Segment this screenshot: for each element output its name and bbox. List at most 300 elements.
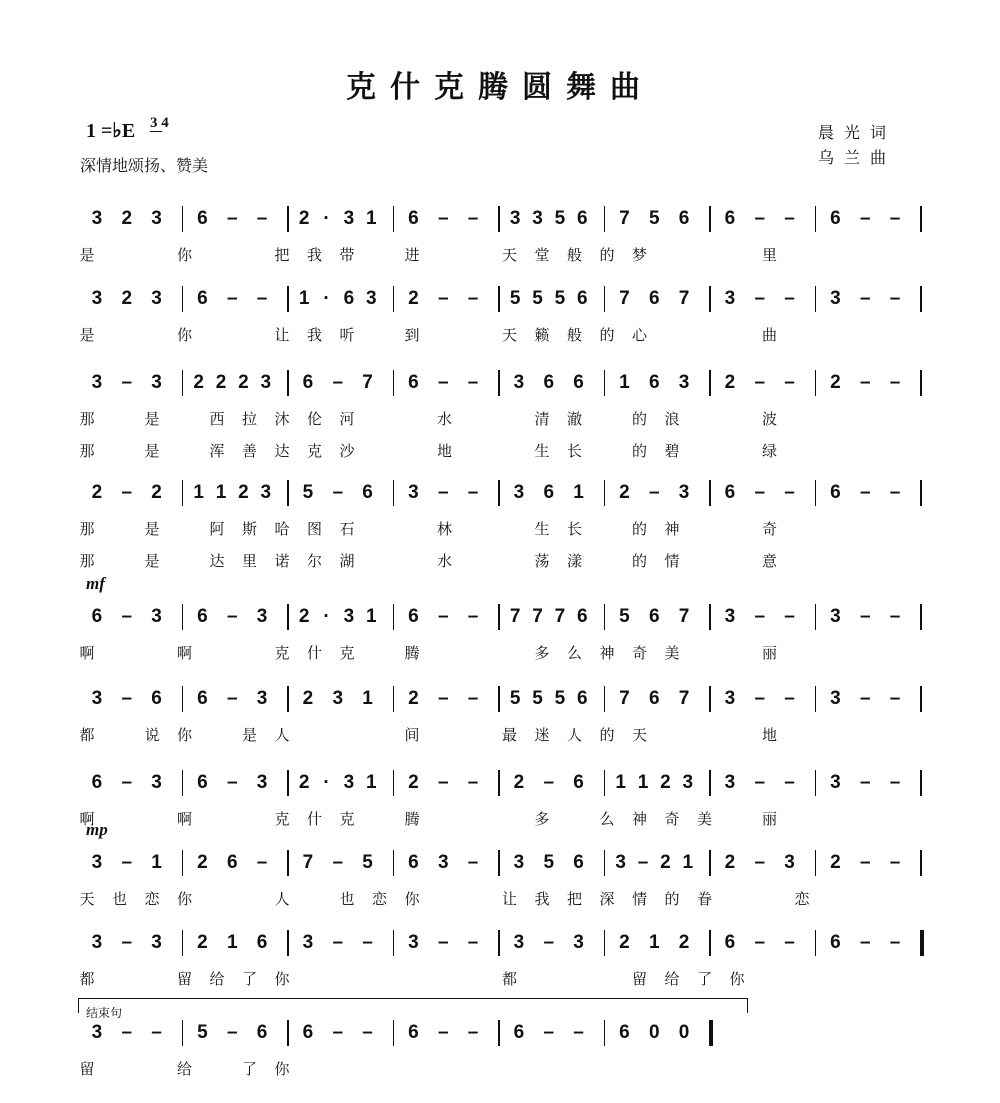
score-note: 1 — [366, 772, 377, 793]
barline — [604, 770, 606, 796]
score-note: 6 — [573, 372, 584, 393]
tempo-marking: 深情地颂扬、赞美 — [80, 156, 209, 175]
barline — [287, 1020, 289, 1046]
score-note: 1 — [193, 482, 204, 503]
score-note: – — [543, 772, 555, 793]
lyric-syllable: 你 — [176, 246, 192, 264]
lyric-syllable: 恋 — [144, 890, 160, 908]
score-note: 3 — [256, 606, 268, 627]
score-note: 2 — [408, 772, 419, 793]
score-note: 1 — [298, 288, 310, 309]
dynamic-marking: mp — [86, 820, 108, 839]
barline — [287, 206, 289, 232]
score-note: 6 — [197, 606, 208, 627]
score-note: – — [859, 288, 871, 309]
lyric-syllable: 里 — [241, 552, 257, 570]
score-note: – — [256, 288, 268, 309]
barline — [287, 930, 289, 956]
score-note: 3 — [830, 772, 841, 793]
barline — [182, 770, 184, 796]
barline — [604, 930, 606, 956]
lyric-syllable: 天 — [501, 326, 517, 344]
score-note: 2 — [298, 772, 310, 793]
score-note: 3 — [91, 372, 103, 393]
lyric-syllable: 奇 — [631, 644, 647, 662]
lyric-syllable: 我 — [534, 890, 550, 908]
lyric-syllable: 多 — [534, 644, 550, 662]
score-note: · — [323, 772, 330, 793]
lyric-syllable: 天 — [631, 726, 647, 744]
lyric-syllable: 拉 — [241, 410, 257, 428]
barline — [604, 286, 606, 312]
lyric-syllable: 阿 — [209, 520, 225, 538]
lyric-syllable: 的 — [631, 552, 647, 570]
score-note: 2 — [197, 852, 208, 873]
barline — [393, 930, 395, 956]
lyric-syllable: 进 — [404, 246, 420, 264]
score-note: 6 — [830, 482, 841, 503]
score-note: 3 — [332, 688, 344, 709]
score-note: – — [859, 688, 871, 709]
score-note: 6 — [619, 1022, 630, 1043]
meter-bottom: 4 — [161, 115, 169, 131]
score-note: 1 — [619, 372, 630, 393]
score-note: 2 — [151, 482, 162, 503]
lyric-syllable: 啊 — [176, 810, 192, 828]
barline — [815, 286, 817, 312]
lyric-syllable: 奇 — [664, 810, 680, 828]
score-note: 3 — [256, 772, 268, 793]
score-note: – — [121, 688, 133, 709]
score-note: 1 — [366, 606, 377, 627]
score-note: 5 — [543, 852, 555, 873]
score-note: 3 — [343, 208, 355, 229]
score-note: 2 — [298, 606, 310, 627]
score-note: – — [151, 1022, 162, 1043]
score-note: 6 — [91, 606, 103, 627]
barline — [287, 480, 289, 506]
lyric-syllable: 神 — [631, 810, 647, 828]
lyric-syllable: 也 — [339, 890, 355, 908]
barline — [815, 930, 817, 956]
score-note: – — [467, 688, 479, 709]
lyric-syllable: 给 — [176, 1060, 192, 1078]
barline — [920, 850, 922, 876]
score-note: 3 — [151, 372, 162, 393]
lyric-syllable: 沐 — [274, 410, 290, 428]
score-note: 3 — [573, 932, 584, 953]
barline — [604, 1020, 606, 1046]
lyric-syllable: 是 — [144, 520, 160, 538]
lyric-syllable: 都 — [79, 970, 95, 988]
score-note: – — [784, 482, 795, 503]
score-note: 3 — [91, 288, 103, 309]
score-note: 3 — [91, 1022, 103, 1043]
lyric-syllable: 让 — [274, 326, 290, 344]
score-note: 6 — [573, 772, 584, 793]
lyric-syllable: 腾 — [404, 644, 420, 662]
score-note: 3 — [678, 372, 690, 393]
score-note: 6 — [577, 208, 588, 229]
score-note: 3 — [91, 852, 103, 873]
barline — [920, 286, 922, 312]
lyric-syllable: 说 — [144, 726, 160, 744]
score-note: 2 — [660, 772, 671, 793]
barline — [498, 686, 500, 712]
score-note: 3 — [408, 932, 419, 953]
lyric-syllable: 水 — [436, 410, 452, 428]
score-note: 2 — [121, 208, 133, 229]
barline — [604, 686, 606, 712]
score-note: 7 — [619, 288, 630, 309]
score-note: 7 — [302, 852, 314, 873]
score-note: 5 — [554, 288, 566, 309]
lyric-syllable: 给 — [664, 970, 680, 988]
lyric-syllable: 湖 — [339, 552, 355, 570]
lyric-syllable: 善 — [241, 442, 257, 460]
score-note: 5 — [619, 606, 630, 627]
score-note: – — [226, 288, 238, 309]
score-note: – — [784, 208, 795, 229]
score-note: 3 — [260, 482, 272, 503]
lyric-syllable: 河 — [339, 410, 355, 428]
lyric-syllable: 你 — [729, 970, 745, 988]
score-note: – — [121, 606, 133, 627]
score-note: 6 — [577, 288, 588, 309]
score-note: – — [226, 1022, 238, 1043]
lyric-syllable: 美 — [664, 644, 680, 662]
score-note: 7 — [678, 688, 690, 709]
score-note: – — [467, 772, 479, 793]
barline — [393, 850, 395, 876]
barline — [287, 370, 289, 396]
lyric-syllable: 了 — [696, 970, 712, 988]
score-note: 3 — [408, 482, 419, 503]
score-note: – — [362, 1022, 373, 1043]
lyric-syllable: 留 — [79, 1060, 95, 1078]
lyric-syllable: 把 — [274, 246, 290, 264]
barline — [709, 850, 711, 876]
score-note: 6 — [830, 208, 841, 229]
score-note: – — [226, 772, 238, 793]
score-note: – — [121, 372, 133, 393]
lyric-syllable: 诺 — [274, 552, 290, 570]
score-note: – — [889, 372, 901, 393]
lyric-syllable: 你 — [176, 890, 192, 908]
score-note: 6 — [256, 1022, 268, 1043]
lyric-syllable: 绿 — [761, 442, 777, 460]
score-note: 6 — [408, 372, 419, 393]
lyric-syllable: 籁 — [534, 326, 550, 344]
lyric-syllable: 碧 — [664, 442, 680, 460]
barline — [393, 286, 395, 312]
lyric-syllable: 我 — [306, 326, 322, 344]
score-note: – — [121, 772, 133, 793]
score-note: 6 — [724, 208, 736, 229]
score-note: – — [437, 372, 449, 393]
score-note: – — [226, 208, 238, 229]
barline — [815, 850, 817, 876]
score-note: 2 — [238, 372, 249, 393]
lyric-syllable: 眷 — [696, 890, 712, 908]
score-note: 6 — [724, 932, 736, 953]
score-note: – — [859, 852, 871, 873]
score-note: 6 — [577, 688, 588, 709]
score-note: – — [754, 852, 766, 873]
lyric-syllable: 的 — [599, 726, 615, 744]
score-note: 7 — [678, 288, 690, 309]
score-note: 5 — [554, 208, 566, 229]
lyric-syllable: 也 — [111, 890, 127, 908]
score-note: 6 — [724, 482, 736, 503]
score-note: 3 — [615, 852, 626, 873]
lyric-syllable: 你 — [176, 326, 192, 344]
score-note: 3 — [513, 852, 525, 873]
lyric-syllable: 荡 — [534, 552, 550, 570]
score-note: 6 — [648, 688, 660, 709]
score-note: – — [859, 208, 871, 229]
score-note: 2 — [678, 932, 690, 953]
score-note: 6 — [513, 1022, 525, 1043]
score-note: 6 — [543, 482, 555, 503]
score-note: 3 — [532, 208, 543, 229]
composer-credit: 乌兰曲 — [818, 148, 897, 167]
score-note: – — [859, 932, 871, 953]
score-note: – — [437, 688, 449, 709]
barline — [709, 286, 711, 312]
lyric-syllable: 都 — [79, 726, 95, 744]
barline — [604, 206, 606, 232]
lyric-syllable: 伦 — [306, 410, 322, 428]
barline — [709, 770, 711, 796]
lyric-syllable: 曲 — [761, 326, 777, 344]
score-note: 3 — [513, 482, 525, 503]
score-note: 3 — [724, 772, 736, 793]
score-note: 1 — [362, 688, 373, 709]
lyric-syllable: 清 — [534, 410, 550, 428]
score-note: 1 — [366, 208, 377, 229]
score-note: 6 — [408, 852, 419, 873]
score-note: 1 — [637, 772, 649, 793]
lyric-syllable: 澈 — [566, 410, 582, 428]
barline — [709, 480, 711, 506]
score-note: 5 — [648, 208, 660, 229]
score-note: 3 — [682, 772, 694, 793]
score-note: 3 — [151, 288, 162, 309]
score-note: – — [437, 288, 449, 309]
barline — [815, 206, 817, 232]
barline — [182, 206, 184, 232]
lyricist-credit: 晨光词 — [818, 123, 897, 142]
score-note: 5 — [362, 852, 373, 873]
barline — [709, 206, 711, 232]
lyric-syllable: 堂 — [534, 246, 550, 264]
score-note: 3 — [151, 208, 162, 229]
score-note: 2 — [215, 372, 227, 393]
score-note: – — [437, 772, 449, 793]
lyric-syllable: 的 — [599, 326, 615, 344]
lyric-syllable: 丽 — [761, 810, 777, 828]
score-note: 6 — [197, 772, 208, 793]
score-note: 6 — [408, 208, 419, 229]
score-note: – — [889, 772, 901, 793]
score-note: 5 — [197, 1022, 208, 1043]
score-note: – — [467, 606, 479, 627]
score-note: 2 — [724, 852, 736, 873]
lyric-syllable: 生 — [534, 442, 550, 460]
score-note: 6 — [408, 606, 419, 627]
score-note: 2 — [513, 772, 525, 793]
score-note: – — [889, 288, 901, 309]
barline — [287, 850, 289, 876]
score-note: 5 — [509, 688, 521, 709]
score-note: 3 — [513, 932, 525, 953]
lyric-syllable: 迷 — [534, 726, 550, 744]
score-note: – — [121, 482, 133, 503]
score-note: – — [859, 482, 871, 503]
lyric-syllable: 你 — [274, 970, 290, 988]
lyric-syllable: 是 — [144, 552, 160, 570]
score-note: – — [754, 482, 766, 503]
score-note: 3 — [151, 932, 162, 953]
lyric-syllable: 你 — [274, 1060, 290, 1078]
lyric-syllable: 尔 — [306, 552, 322, 570]
score-note: · — [323, 288, 330, 309]
barline — [182, 850, 184, 876]
score-note: 2 — [408, 288, 419, 309]
lyric-syllable: 克 — [306, 442, 322, 460]
barline — [498, 206, 500, 232]
lyric-syllable: 里 — [761, 246, 777, 264]
lyric-syllable: 多 — [534, 810, 550, 828]
lyric-syllable: 啊 — [79, 810, 95, 828]
score-note: 6 — [256, 932, 268, 953]
barline — [182, 1020, 184, 1046]
ending-label: 结束句 — [86, 1006, 123, 1020]
lyric-syllable: 浑 — [209, 442, 225, 460]
score-note: – — [226, 688, 238, 709]
score-note: – — [754, 372, 766, 393]
score-note: 6 — [302, 1022, 314, 1043]
score-note: – — [637, 852, 649, 873]
score-note: 3 — [437, 852, 449, 873]
score-note: – — [332, 932, 344, 953]
score-note: – — [543, 1022, 555, 1043]
score-note: 5 — [532, 688, 543, 709]
score-note: 2 — [660, 852, 671, 873]
barline — [920, 370, 922, 396]
score-note: 6 — [830, 932, 841, 953]
barline — [709, 686, 711, 712]
lyric-syllable: 什 — [306, 810, 322, 828]
score-note: – — [784, 688, 795, 709]
score-note: – — [467, 372, 479, 393]
score-note: 2 — [619, 932, 630, 953]
barline — [604, 480, 606, 506]
score-note: – — [332, 852, 344, 873]
lyric-syllable: 生 — [534, 520, 550, 538]
lyric-syllable: 神 — [664, 520, 680, 538]
lyric-syllable: 那 — [79, 442, 95, 460]
score-note: – — [889, 208, 901, 229]
score-note: – — [784, 372, 795, 393]
score-note: 7 — [619, 208, 630, 229]
score-note: 3 — [830, 606, 841, 627]
score-note: 5 — [302, 482, 314, 503]
score-note: 3 — [260, 372, 272, 393]
lyric-syllable: 了 — [241, 1060, 257, 1078]
score-note: – — [754, 932, 766, 953]
lyric-syllable: 带 — [339, 246, 355, 264]
lyric-syllable: 人 — [274, 890, 290, 908]
score-note: 3 — [724, 288, 736, 309]
score-note: – — [467, 288, 479, 309]
page-title: 克什克腾圆舞曲 — [346, 70, 654, 105]
score-note: – — [467, 932, 479, 953]
lyric-syllable: 波 — [761, 410, 777, 428]
barline — [815, 604, 817, 630]
lyric-syllable: 听 — [339, 326, 355, 344]
dynamic-marking: mf — [86, 574, 105, 593]
score-note: – — [121, 852, 133, 873]
barline — [815, 686, 817, 712]
score-note: 3 — [509, 208, 521, 229]
score-note: – — [754, 688, 766, 709]
score-note: 6 — [151, 688, 162, 709]
score-note: 5 — [554, 688, 566, 709]
score-note: 6 — [408, 1022, 419, 1043]
score-note: – — [859, 772, 871, 793]
key-signature: 1 =♭E — [86, 120, 136, 142]
barline — [709, 930, 711, 956]
lyric-syllable: 那 — [79, 552, 95, 570]
lyric-syllable: 的 — [631, 410, 647, 428]
lyric-syllable: 是 — [144, 410, 160, 428]
score-note: 7 — [678, 606, 690, 627]
lyric-syllable: 奇 — [761, 520, 777, 538]
score-note: 1 — [682, 852, 694, 873]
score-note: – — [256, 852, 268, 873]
lyric-syllable: 留 — [176, 970, 192, 988]
score-note: 0 — [678, 1022, 690, 1043]
lyric-syllable: 梦 — [631, 246, 647, 264]
score-note: 3 — [91, 208, 103, 229]
score-note: 3 — [256, 688, 268, 709]
score-note: 6 — [577, 606, 588, 627]
barline — [920, 770, 922, 796]
score-note: 3 — [343, 772, 355, 793]
score-note: 6 — [197, 688, 208, 709]
lyric-syllable: 克 — [274, 644, 290, 662]
score-note: – — [784, 772, 795, 793]
barline — [287, 604, 289, 630]
barline — [498, 604, 500, 630]
lyric-syllable: 是 — [144, 442, 160, 460]
lyric-syllable: 我 — [306, 246, 322, 264]
score-note: – — [889, 482, 901, 503]
barline — [393, 604, 395, 630]
lyric-syllable: 给 — [209, 970, 225, 988]
barline — [604, 604, 606, 630]
score-note: – — [784, 288, 795, 309]
lyric-syllable: 般 — [566, 246, 582, 264]
score-note: 1 — [648, 932, 660, 953]
lyric-syllable: 腾 — [404, 810, 420, 828]
lyric-syllable: 人 — [566, 726, 582, 744]
score-note: – — [889, 932, 901, 953]
barline — [920, 604, 922, 630]
lyric-syllable: 都 — [501, 970, 517, 988]
